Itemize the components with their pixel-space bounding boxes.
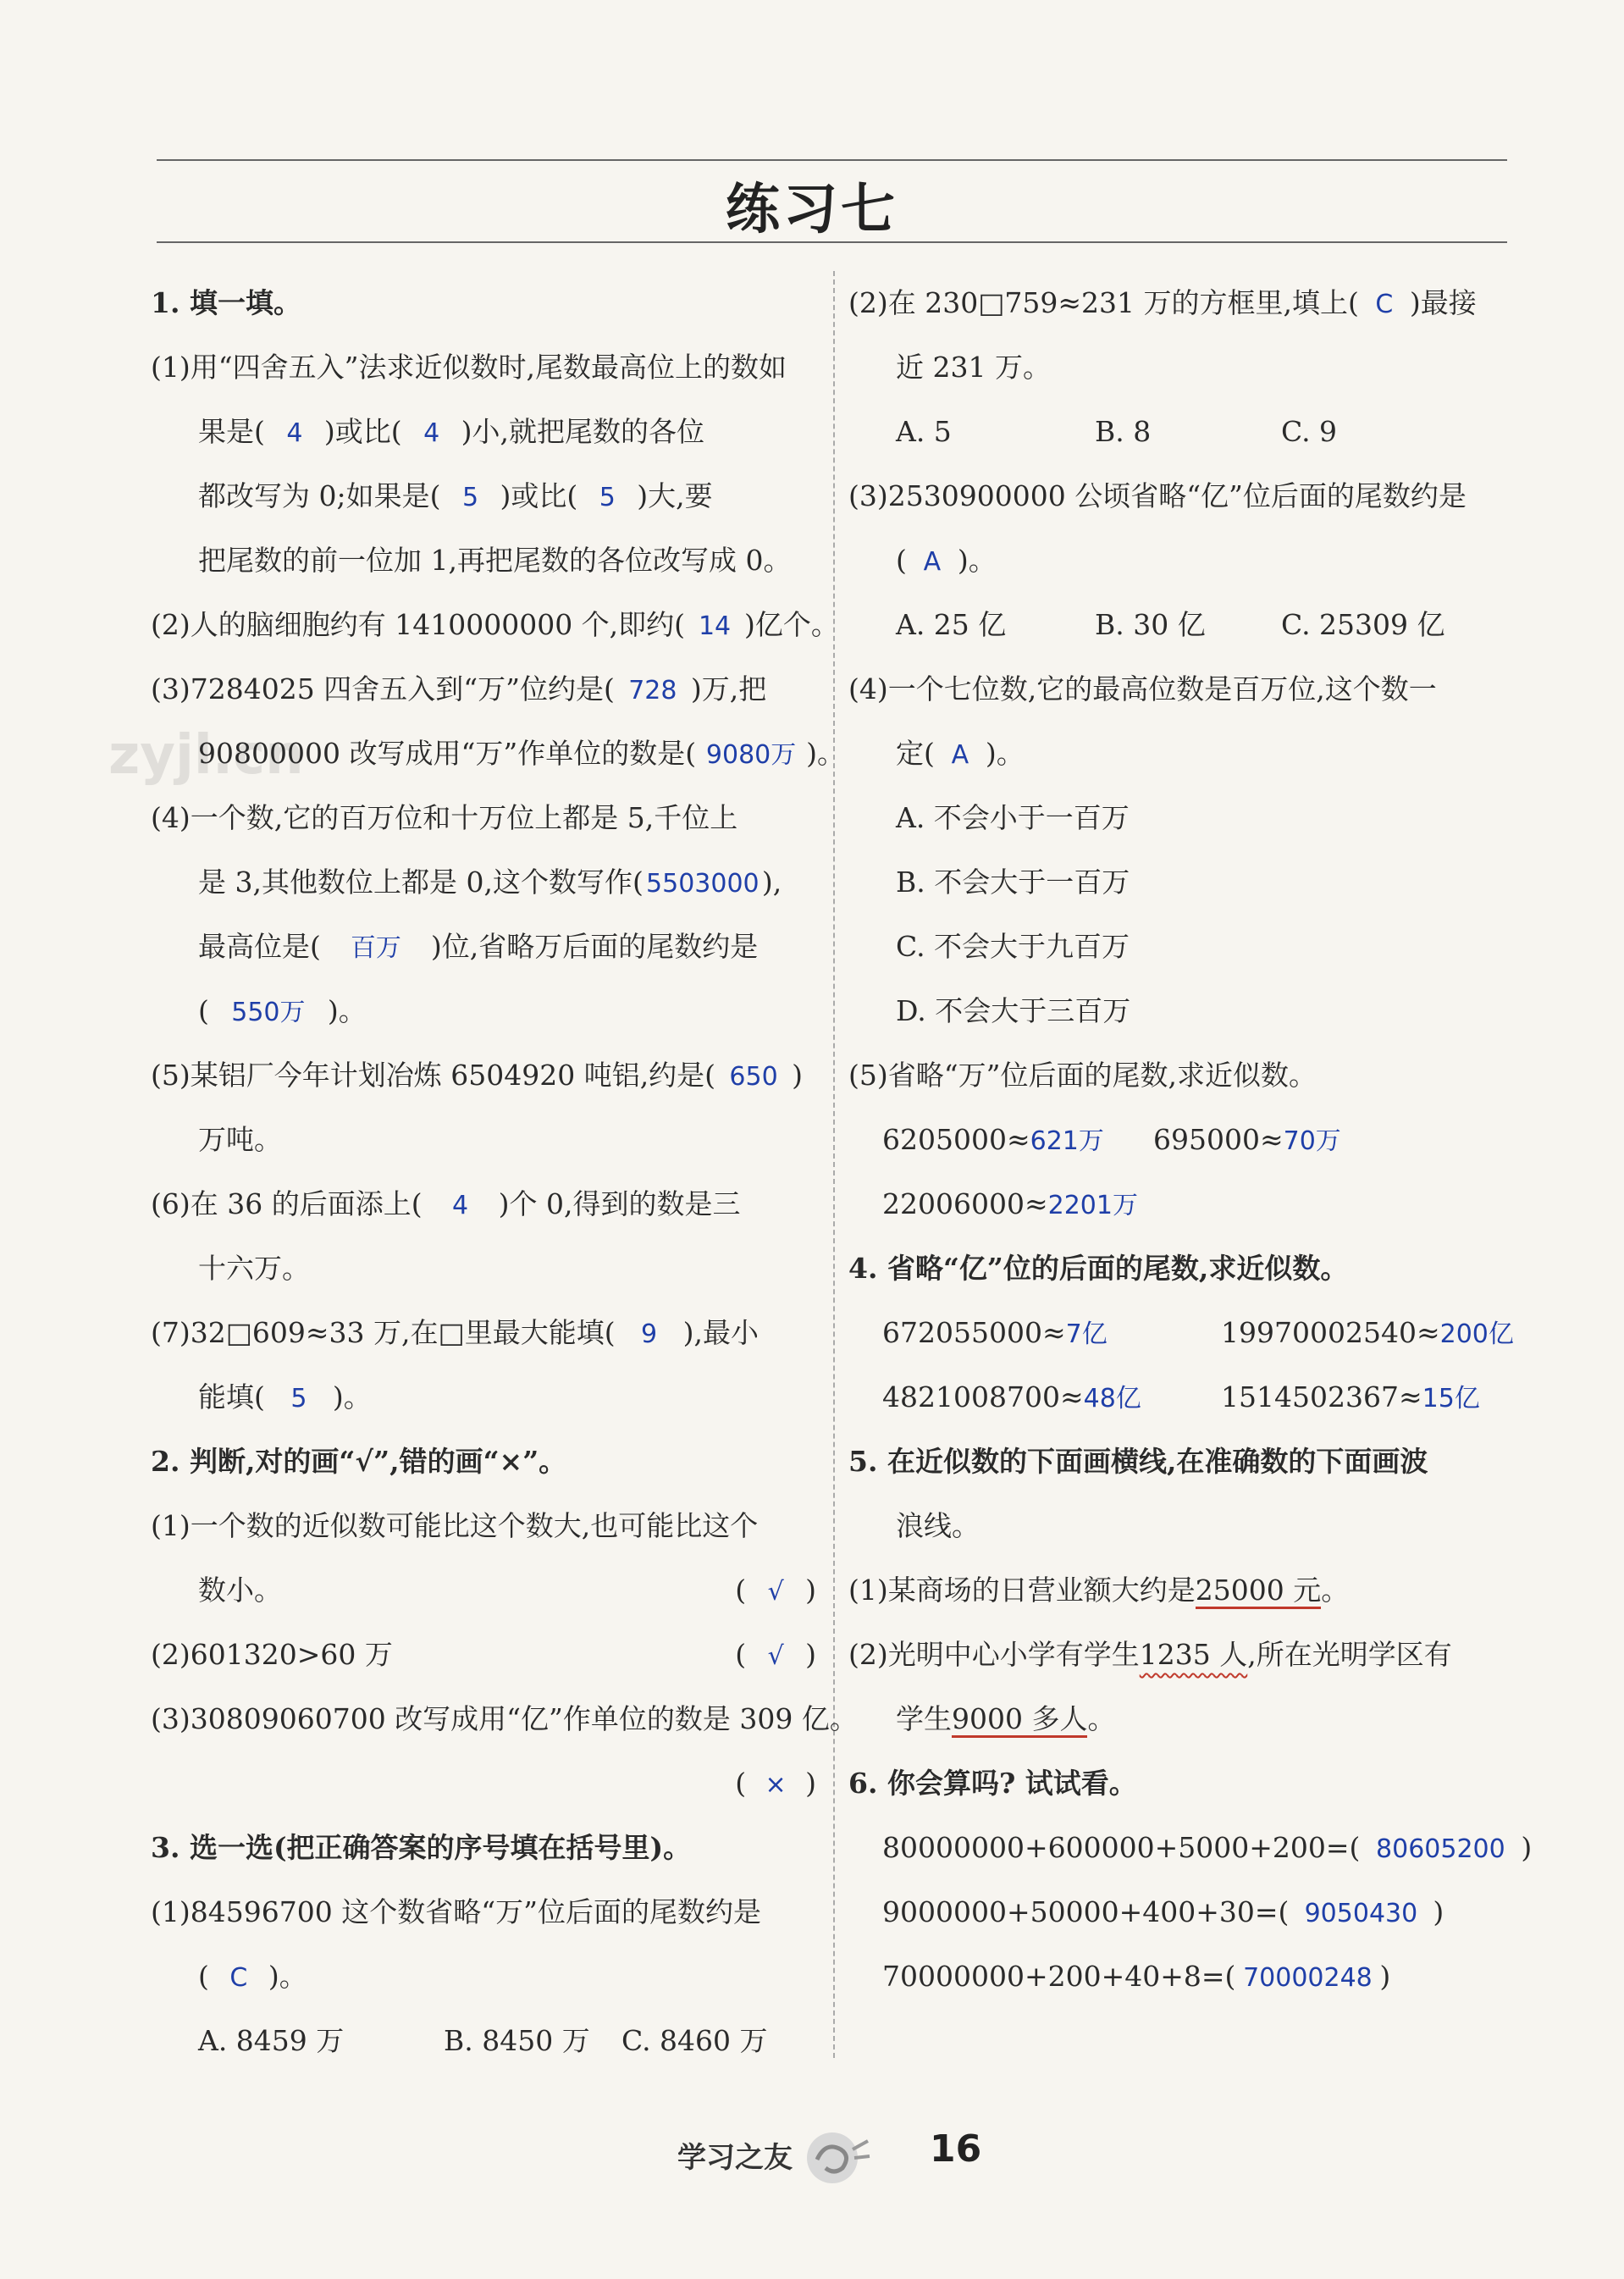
expr (882, 1301, 1221, 1367)
page-footer (0, 2117, 1624, 2193)
q6-row1 (848, 1816, 1533, 1880)
text: 70000000+200+40+8=( (882, 1960, 1236, 1993)
judge-box: ( × ) (735, 1751, 816, 1817)
answer: √ (767, 1641, 784, 1671)
q3-s2-line1 (848, 271, 1517, 335)
text: 9000000+50000+400+30=( (882, 1895, 1290, 1928)
q3-s4-option-c: C. 不会大于九百万 (896, 930, 1130, 963)
text: ) (1521, 1831, 1533, 1864)
option-c: C. 25309 亿 (1281, 608, 1445, 641)
answer: 728 (628, 676, 677, 705)
answer: 14 (698, 611, 732, 641)
q5-i2-line1 (848, 1623, 1517, 1687)
q4-row1 (848, 1301, 1517, 1365)
q2-header: 2. 判断,对的画“√”,错的画“×”。 (151, 1445, 567, 1478)
q1-p1-line2 (151, 400, 820, 464)
text: )或比( (323, 415, 402, 448)
answer: 70万 (1283, 1126, 1341, 1156)
q3-s1-line2: ( C )。 (151, 1944, 820, 2009)
q1-p1-line1: (1)用“四舍五入”法求近似数时,尾数最高位上的数如 (151, 351, 787, 384)
text: )。 (332, 1380, 372, 1413)
text: 都改写为 0;如果是( (198, 479, 441, 512)
text: ) (792, 1059, 803, 1092)
answer: 5 (599, 483, 616, 512)
text: )亿个。 (744, 608, 839, 641)
brand-name: 学习之友 (677, 2141, 793, 2175)
q3-s4-option-b: B. 不会大于一百万 (896, 866, 1130, 899)
q3-s3-line1: (3)2530900000 公顷省略“亿”位后面的尾数约是 (848, 479, 1467, 512)
q3-header: 3. 选一选(把正确答案的序号填在括号里)。 (151, 1831, 692, 1864)
q3-s3-line2: ( A )。 (848, 528, 1517, 593)
q2-i3-line1: (3)30809060700 改写成用“亿”作单位的数是 309 亿。 (151, 1702, 858, 1735)
brand-logo-icon (800, 2124, 872, 2188)
judge-box: ( √ ) (735, 1558, 816, 1624)
text: 是 3,其他数位上都是 0,这个数写作( (198, 866, 644, 899)
text: 19970002540≈ (1221, 1316, 1440, 1349)
q3-s4-line2 (848, 722, 1517, 786)
q1-p4-line1: (4)一个数,它的百万位和十万位上都是 5,千位上 (151, 801, 738, 834)
text: )。 (327, 994, 367, 1027)
text: ) (1379, 1960, 1391, 1993)
text: )位,省略万后面的尾数约是 (430, 930, 759, 963)
q1-p7-line2 (151, 1365, 820, 1430)
q1-p1-line4: 把尾数的前一位加 1,再把尾数的各位改写成 0。 (198, 544, 792, 577)
answer: 650 (729, 1062, 778, 1092)
answer: 550万 (231, 998, 306, 1027)
text: )。 (985, 737, 1025, 770)
q1-p4-line4 (151, 979, 820, 1043)
answer: 5 (290, 1384, 307, 1413)
q3-s5-row1 (848, 1108, 1517, 1172)
expr (882, 1365, 1221, 1431)
answer: 70000248 (1243, 1963, 1373, 1993)
title-rule (157, 241, 1507, 243)
approx-underline: 9000 多人 (952, 1702, 1087, 1738)
answer: 5503000 (646, 869, 760, 899)
text: 学生 (896, 1702, 952, 1735)
approx-underline: 25000 元 (1196, 1574, 1321, 1609)
q1-p5-line2: 万吨。 (198, 1123, 282, 1156)
answer: 2201万 (1047, 1191, 1138, 1220)
text: )大,要 (637, 479, 713, 512)
option-b: B. 30 亿 (1095, 608, 1206, 641)
answer: 9 (641, 1319, 658, 1349)
text: (3)7284025 四舍五入到“万”位约是( (151, 672, 615, 705)
q1-p5-line1 (151, 1043, 820, 1108)
q4-header: 4. 省略“亿”位的后面的尾数,求近似数。 (848, 1252, 1349, 1285)
q1-p3-line2 (151, 722, 845, 786)
q1-p2 (151, 593, 839, 657)
text: 数小。 (198, 1574, 282, 1607)
right-column (848, 271, 1533, 2009)
text: )小,就把尾数的各位 (461, 415, 704, 448)
q1-p4-line3 (151, 915, 820, 979)
text: 80000000+600000+5000+200=( (882, 1831, 1361, 1864)
text: ),最小 (682, 1316, 759, 1349)
column-divider (833, 271, 835, 2058)
text: (6)在 36 的后面添上( (151, 1187, 423, 1220)
answer: 48亿 (1083, 1384, 1141, 1413)
text: ), (761, 866, 782, 899)
text: 6205000≈ (882, 1123, 1030, 1156)
watermark: zyjl.cn (108, 724, 304, 787)
option-c: C. 9 (1281, 415, 1338, 448)
q3-s5-header: (5)省略“万”位后面的尾数,求近似数。 (848, 1059, 1317, 1092)
answer: × (765, 1770, 787, 1800)
answer: 4 (286, 418, 303, 448)
option-a: A. 5 (896, 415, 952, 448)
exact-wavy-underline: 1235 人 (1139, 1638, 1248, 1671)
text: (5)某铝厂今年计划冶炼 6504920 吨铝,约是( (151, 1059, 716, 1092)
text: 。 (1321, 1574, 1350, 1607)
judge-box: ( √ ) (735, 1623, 816, 1689)
top-rule (157, 159, 1507, 161)
answer: 4 (423, 418, 440, 448)
text: 672055000≈ (882, 1316, 1066, 1349)
q6-row2 (848, 1880, 1517, 1944)
q3-s1-options (151, 2009, 820, 2073)
answer: C (1375, 290, 1394, 319)
answer: A (951, 740, 969, 770)
q3-s2-line2: 近 231 万。 (896, 351, 1051, 384)
text: 最高位是( (198, 930, 321, 963)
text: 4821008700≈ (882, 1380, 1084, 1413)
text: 。 (1087, 1702, 1116, 1735)
text: ) (1433, 1895, 1444, 1928)
q3-s4-option-a: A. 不会小于一百万 (896, 801, 1130, 834)
q2-i2 (151, 1623, 820, 1687)
answer: 80605200 (1376, 1834, 1505, 1864)
q1-p7-line1 (151, 1301, 820, 1365)
text: )或比( (500, 479, 578, 512)
text: (2)光明中心小学有学生 (848, 1638, 1140, 1671)
text: 能填( (198, 1380, 265, 1413)
answer: 15亿 (1422, 1384, 1480, 1413)
page-title: 练习七 (726, 179, 898, 241)
expr (882, 1108, 1153, 1174)
answer: 621万 (1030, 1126, 1104, 1156)
answer: 7亿 (1065, 1319, 1108, 1349)
q4-row2 (848, 1365, 1517, 1430)
text: (1)某商场的日营业额大约是 (848, 1574, 1196, 1607)
q1-p1-line3 (151, 464, 820, 528)
text: 果是( (198, 415, 265, 448)
q2-i1-line1: (1)一个数的近似数可能比这个数大,也可能比这个 (151, 1509, 759, 1542)
text: 90800000 改写成用“万”作单位的数是( (198, 737, 697, 770)
answer: 5 (461, 483, 479, 512)
answer: 4 (452, 1191, 469, 1220)
text: 22006000≈ (882, 1187, 1048, 1220)
answer: 200亿 (1439, 1319, 1514, 1349)
text: )。 (806, 737, 845, 770)
option-a: A. 8459 万 (198, 2024, 345, 2057)
q3-s1-line1: (1)84596700 这个数省略“万”位后面的尾数约是 (151, 1895, 761, 1928)
q1-p6-line2: 十六万。 (198, 1252, 310, 1285)
q5-header-line1: 5. 在近似数的下面画横线,在准确数的下面画波 (848, 1445, 1428, 1478)
q3-s4-option-d: D. 不会大于三百万 (896, 994, 1131, 1027)
text: ( (198, 994, 209, 1027)
option-c: C. 8460 万 (621, 2024, 768, 2057)
q1-header: 1. 填一填。 (151, 286, 301, 319)
q3-s3-options (848, 593, 1517, 657)
option-a: A. 25 亿 (896, 608, 1007, 641)
left-column (151, 271, 858, 2073)
q2-i3-line2 (151, 1751, 820, 1816)
q3-s4-line1: (4)一个七位数,它的最高位数是百万位,这个数一 (848, 672, 1437, 705)
text: (2)601320>60 万 (151, 1638, 393, 1671)
q5-i1 (848, 1558, 1517, 1623)
text: ,所在光明学区有 (1247, 1638, 1452, 1671)
page-number: 16 (930, 2127, 982, 2171)
q1-p3-line1 (151, 657, 820, 722)
text: 695000≈ (1153, 1123, 1284, 1156)
text: )个 0,得到的数是三 (498, 1187, 741, 1220)
q1-p4-line2 (151, 850, 820, 915)
text: 定( (896, 737, 935, 770)
q6-row3 (848, 1944, 1517, 2009)
q6-header: 6. 你会算吗? 试试看。 (848, 1767, 1137, 1800)
text: (2)在 230□759≈231 万的方框里,填上( (848, 286, 1359, 319)
text: (7)32□609≈33 万,在□里最大能填( (151, 1316, 616, 1349)
q2-i1-line2 (151, 1558, 820, 1623)
option-b: B. 8450 万 (444, 2024, 590, 2057)
answer: 9050430 (1304, 1899, 1418, 1928)
q1-p6-line1 (151, 1172, 820, 1236)
answer: 9080万 (705, 740, 797, 770)
answer: 百万 (350, 933, 401, 963)
q3-s5-row2 (848, 1172, 1517, 1236)
text: )最接 (1409, 286, 1477, 319)
answer: √ (767, 1577, 784, 1607)
text: 1514502367≈ (1221, 1380, 1422, 1413)
answer: C (229, 1963, 248, 1993)
text: )万,把 (690, 672, 767, 705)
q5-header-line2: 浪线。 (896, 1509, 980, 1542)
text: (2)人的脑细胞约有 1410000000 个,即约( (151, 608, 686, 641)
answer: A (923, 547, 942, 577)
option-b: B. 8 (1095, 415, 1152, 448)
q3-s2-options (848, 400, 1517, 464)
q5-i2-line2 (848, 1687, 1517, 1751)
